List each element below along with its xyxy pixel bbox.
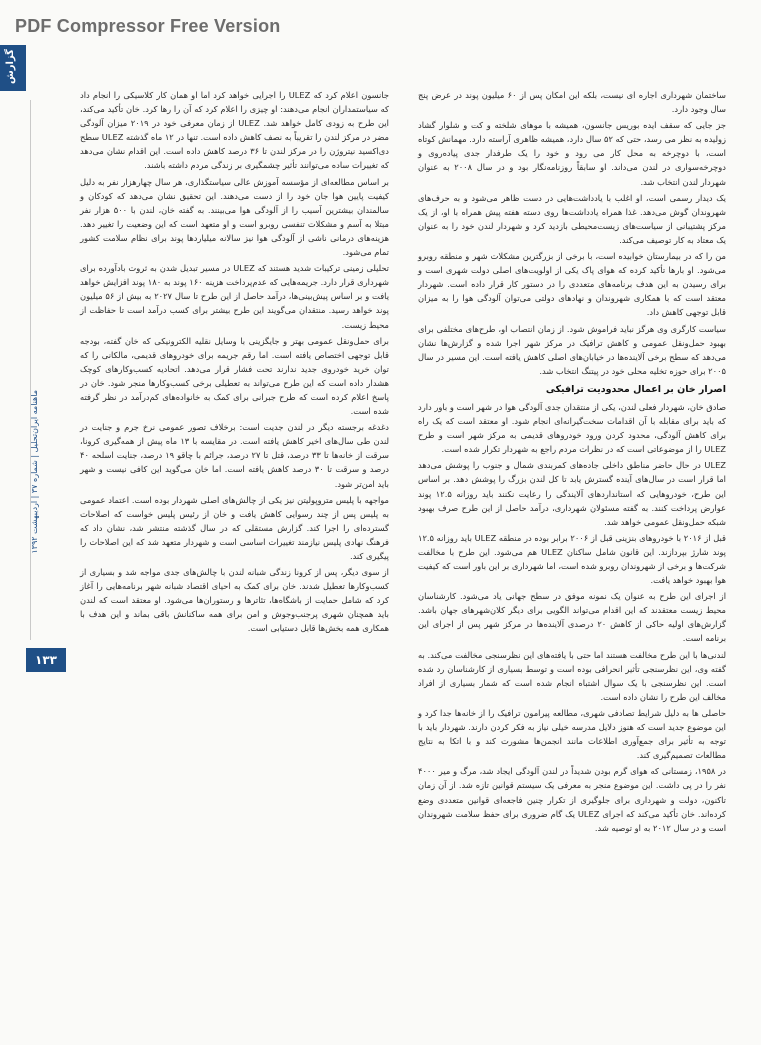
paragraph: لندنی‌ها با این طرح مخالفت هستند اما حتی با یافته‌های این نظرسنجی مخالفت می‌کند. به گفته وی، این نظرسنجی تأثیر انحرافی بوده است و توسط بسیاری از کارشناسان رد شده است. این نظرسنجی با یک سوال اشتباه انجام شده است که شمار بسیاری از افراد مخالف این طرح را نشان داده است. [418,649,726,702]
paragraph: من را که در بیمارستان خوابیده است، با برخی از بزرگترین مشکلات شهر و منطقه روبرو می‌شود. او بارها تأکید کرده که هوای پاک یکی از اولویت‌های اصلی دولت شهری است و برای رسیدن به این هدف برنامه‌های متعددی را در دستور کار قرار داده است. شهردار معتقد است که با همکاری شهروندان و نهادهای دولتی می‌توان آلودگی هوا را به میزان قابل توجهی کاهش داد. [418,251,726,318]
section-tab-label: گزارش [5,49,16,85]
paragraph: بر اساس مطالعه‌ای از مؤسسه آموزش عالی سیاستگذاری، هر سال چهارهزار نفر به دلیل کیفیت پایین هوا جان خود را از دست می‌دهند. این تحقیق نشان می‌دهد که کودکان و سالمندان بیشترین آسیب را از آلودگی هوا می‌بینند. به گفته خان، لندن با ۵۰۰ هزار نفر مبتلا به آسم و مشکلات تنفسی روبرو است و او متعهد است که این وضعیت را تغییر دهد. هزینه‌های درمانی ناشی از آلودگی هوا نیز سالانه میلیاردها پوند برای نظام سلامت کشور تمام می‌شود. [80,176,390,258]
left-column [80,88,389,638]
paragraph: صادق خان، شهردار فعلی لندن، یکی از منتقدان جدی آلودگی هوا در شهر است و باور دارد که باید برای مقابله با آن اقدامات سخت‌گیرانه‌ای انجام شود. او معتقد است که یک راه برای کاهش آلودگی، محدود کردن ورود خودروهای قدیمی به مرکز شهر است و طرح ULEZ را از موضوعاتی است که در نظرات مردم راجع به شهردار تکرار شده است. [418,401,726,455]
side-caption: ماهنامه ایران‌تحلیل | شماره ۳۷ | اردیبهشت ۱۳۹۲ [30,390,39,554]
paragraph: از اجرای این طرح به عنوان یک نمونه موفق در سطح جهانی یاد می‌شود. کارشناسان محیط زیست معتقدند که این اقدام می‌تواند الگویی برای دیگر کلان‌شهرهای جهان باشد. گزارش‌های اولیه حاکی از کاهش ۲۰ درصدی آلاینده‌ها در مرکز شهر پس از اجرای این برنامه است. [418,591,726,644]
paragraph: دغدغه برجسته دیگر در لندن جدیت است: برخلاف تصور عمومی نرخ جرم و جنایت در لندن طی سال‌های اخیر کاهش یافته است. در مقایسه با ۱۳ ماه پیش از همه‌گیری کرونا، سرقت از خانه‌ها تا ۳۳ درصد، قتل تا ۲۷ درصد، جرائم با چاقو ۱۹ درصد، جنایت اسلحه ۴۰ درصد و سرقت تا ۳۰ درصد کاهش یافته است. اما خان می‌گوید این کافی نیست و شهر باید امن‌تر شود. [80,422,390,489]
right-column [418,88,726,837]
side-divider [30,100,31,640]
paragraph: سیاست کارگری وی هرگز نباید فراموش شود. از زمان انتصاب او، طرح‌های مختلفی برای بهبود حمل‌ونقل عمومی و کاهش ترافیک در مرکز شهر اجرا شده و گزارش‌ها نشان می‌دهد که سطح برخی آلاینده‌ها در خیابان‌های اصلی کاهش یافته است. این مسیر در سال ۲۰۰۵ برای حوزه تخلیه محلی خود در پیتنگ انتخاب شد. [418,323,726,376]
paragraph: یک دیدار رسمی است، او اغلب با یادداشت‌هایی در دست ظاهر می‌شود و به حرف‌های شهروندان گوش می‌دهد. غذا همراه یادداشت‌ها روی دسته هفته پیش همراه با او، از یک مرکز پشتیبانی از سیاست‌های زیست‌محیطی بازدید کرد و شهردار لندن خود را به عنوان یک معتاد به کار توصیف می‌کند. [418,192,726,245]
section-heading: اصرار خان بر اعمال محدودیت ترافیکی [545,383,726,395]
paragraph: مواجهه با پلیس متروپولیتن نیز یکی از چالش‌های اصلی شهردار بوده است. اعتماد عمومی به پلیس پس از چند رسوایی کاهش یافت و خان از رئیس پلیس خواست که اصلاحات گسترده‌ای را اجرا کند. گزارش مستقلی که در سال گذشته منتشر شد، نشان داد که فرهنگ نهادی پلیس نیازمند تغییرات اساسی است و شهردار متعهد شد که این اصلاحات را پیگیری کند. [80,494,389,561]
paragraph: تحلیلی زمینی ترکیبات شدید هستند که ULEZ در مسیر تبدیل شدن به ثروت بادآورده برای شهرداری قرار دارد. جریمه‌هایی که عدم‌پرداخت هزینه ۱۶۰ پوند به ۱۸۰ پوند افزایش خواهد یافت و بر اساس پیش‌بینی‌ها، درآمد حاصل از این طرح تا سال ۲۰۲۷ به بیش از ۵۶ میلیون پوند خواهد رسید. منتقدان می‌گویند این طرح بیشتر برای کسب درآمد است تا حفاظت از محیط زیست. [80,263,390,330]
paragraph: جز جایی که سقف ایده بوریس جانسون، همیشه با موهای شلخته و کت و شلوار گشاد زولیده به نظر می رسد، حتی که ۵۲ سال دارد، همیشه ظاهری آراسته دارد. مهمانش کوتاه است، با دوچرخه به محل کار می رود و خود را یک طرفدار جدی پیاده‌روی و دوچرخه‌سواری در لندن می‌داند. او سابقاً روزنامه‌نگار بود و در سال ۲۰۰۸ به عنوان شهردار لندن انتخاب شد. [418,120,726,187]
paragraph: جانسون اعلام کرد که ULEZ را اجرایی خواهد کرد اما او همان کار کلاسیکی را انجام داد که سیاستمداران انجام می‌دهند: او چیزی را اعلام کرد که آن را رها کرد. خان تأکید می‌کند، این طرح به زودی کامل خواهد شد. ULEZ از زمان معرفی خود در ۲۰۱۹ میزان آلودگی مضر در مرکز لندن را تقریباً به نصف کاهش داده است. تنها در ۱۲ ماه گذشته ULEZ سطح دی‌اکسید نیتروژن را در مرکز لندن تا ۳۶ درصد کاهش داده است. این اقدام نشان می‌دهد که تغییرات ساده می‌توانند تأثیر چشمگیری بر زندگی مردم داشته باشند. [80,90,389,171]
paragraph: قبل از ۲۰۱۶ با خودروهای بنزینی قبل از ۲۰۰۶ برابر بوده در منطقه ULEZ باید روزانه ۱۲.۵ پوند شارژ بپردازند. این قانون شامل ساکنان ULEZ هم می‌شود. این طرح با مخالفت شرکت‌ها و برخی از شهروندان روبرو شده است، اما شهرداری بر این باور است که کیفیت هوا بهبود خواهد یافت. [418,532,726,586]
section-tab [0,45,26,91]
paragraph: از سوی دیگر، پس از کرونا زندگی شبانه لندن با چالش‌های جدی مواجه شد و بسیاری از کسب‌وکارها تعطیل شدند. خان برای کمک به احیای اقتصاد شبانه شهر برنامه‌هایی را آغاز کرد که شامل حمایت از باشگاه‌ها، تئاترها و رستوران‌ها می‌شود. او معتقد است که لندن باید همچنان شهری پرجنب‌وجوش و امن برای همه ساکنانش باقی بماند و این هدف با همکاری همه بخش‌ها قابل دستیابی است. [80,567,389,634]
paragraph: ساختمان شهرداری اجاره ای نیست، بلکه این امکان پس از ۶۰ میلیون پوند در عرض پنج سال وجود دارد. [418,90,726,115]
paragraph: برای حمل‌ونقل عمومی بهتر و جایگزینی با وسایل نقلیه الکترونیکی که خان گفته، بودجه قابل توجهی اختصاص یافته است. اما رقم جریمه برای خودروهای قدیمی، مالکانی را که توان خرید خودروی جدید ندارند تحت فشار قرار می‌دهد. اتحادیه کسب‌وکارهای کوچک هشدار داده است که این طرح می‌تواند به تعطیلی برخی کسب‌وکارها منجر شود. خان در پاسخ اعلام کرده است که طرح جبرانی برای کمک به خانواده‌های کم‌درآمد در نظر گرفته شده است. [80,335,389,417]
watermark: PDF Compressor Free Version [15,16,281,36]
paragraph: ULEZ در حال حاضر مناطق داخلی جاده‌های کمربندی شمال و جنوب را پوشش می‌دهد اما قرار است در سال‌های آینده گسترش یابد تا کل لندن بزرگ را پوشش دهد. بر اساس این طرح، خودروهایی که استانداردهای آلایندگی را رعایت نکنند باید روزانه ۱۲.۵ پوند عوارض پرداخت کنند. به گفته مسئولان شهرداری، درآمد حاصل از این طرح صرف بهبود شبکه حمل‌ونقل عمومی خواهد شد. [418,460,726,527]
paragraph: در ۱۹۵۸، زمستانی که هوای گرم بودن شدیداً در لندن آلودگی ایجاد شد، مرگ و میر ۴۰۰۰ نفر را در پی داشت. این موضوع منجر به معرفی یک سیستم قوانین تازه شد. از آن زمان تاکنون، دولت و شهرداری برای جلوگیری از تکرار چنین فاجعه‌ای قوانین متعددی وضع کرده‌اند. خان تأکید می‌کند که اجرای ULEZ یک گام ضروری برای حفظ سلامت شهروندان است و در سال ۲۰۱۲ به او توصیه شد. [418,766,727,833]
page-number: ۱۳۳ [26,648,66,672]
paragraph: حاصلی ها به دلیل شرایط تصادفی شهری، مطالعه پیرامون ترافیک را از خانه‌ها جدا کرد و این موضوع جدید است که هنوز دلایل مدرسه خیلی نیاز به فکر کردن دارند. شهردار باید با توجه به تأثیر برای جمع‌آوری اطلاعات مانند انجمن‌ها مشورت کند و با اتکا به نتایج مطالعات تصمیم‌گیری کند. [418,707,726,761]
